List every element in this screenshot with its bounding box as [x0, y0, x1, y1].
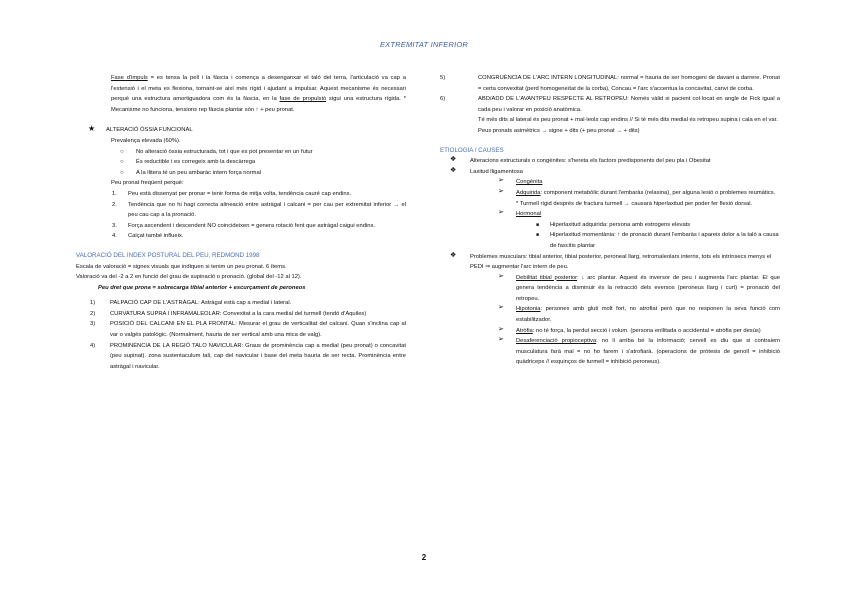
page-number: 2	[421, 553, 427, 562]
list-item: ❖ Alteracions estructurals o congènites: s'hereta els factors predisponents del peu pla i Obesitat	[450, 156, 711, 165]
arrow-bullet-icon: ➢	[498, 272, 504, 280]
circle-bullet-icon: ○	[120, 169, 124, 176]
list-item: 1. Peu està dissenyat per pronar = tenir forma de mitja volta, tendència cauré cap endins.	[112, 190, 352, 197]
list-item: ➢ Atròfia: no té força, la perdut secció i volum. (persona enllitada o accidental = atròfia per desús)	[498, 325, 761, 334]
turmell-note: * Turmell rígid després de fractura turmell → causarà hiperlaxitud per poder fer flexió dorsal.	[516, 200, 753, 207]
list-item: ❖ Problemes musculars: tibial anterior, tibial posterior, peroneal llarg, retromaleolars interns, tots els intrínsecs menys el PEDI ⇒ augmentar l'arc intern de peu.	[450, 251, 772, 271]
peu-dret-text: Peu dret que prona = sobrecarga tibial anterior + escurçament de peroneos	[98, 284, 306, 291]
valoracio-heading: VALORACIÓ DEL INDEX POSTURAL DEL PEU, REDMOND 1998	[76, 251, 260, 259]
etiologia-heading: ETIOLOGIA / CAUSES	[440, 146, 504, 154]
list-item: ○ No alteració òssia estructurada, tot i que es pot presentar en un futur	[76, 147, 406, 158]
circle-bullet-icon: ○	[120, 159, 124, 166]
list-item: 5) CONGRUÈNCIA DE L'ARC INTERN LONGITUDINAL: normal = hauria de ser homogeni de davant a darrere. Pronat = certa convexitat (perd homogeneïtat de la corba), Concau = l'arc s'accentua la concavitat, canvi de corba.	[440, 75, 780, 92]
te-mes-text: Té més dits al lateral és peu pronat + mal·leols cap endins // Si té més dits medial és retropeu supina i cala en el var.	[478, 117, 778, 124]
arrow-bullet-icon: ➢	[498, 325, 504, 333]
fase-propulsio-term: fase de propulsió	[279, 96, 327, 103]
list-item: 2. Tendència que no hi hagi correcta alineació entre astràgal i calcani = per cau per extremitat inferior → el peu cau cap a la pronació.	[112, 201, 406, 219]
list-item: ■ Hiperlaxitud adquirida: persona amb estrogens elevats	[440, 220, 780, 231]
list-item: ■ Hiperlaxitud momentània: ↑ de pronació durant l'embaràs i apareix dolor a la taló a causa de fascitis plantar	[536, 232, 779, 249]
list-item: 3. Força ascendent i descendent NO coincideixen = genera rotació fent que astràgal caigui endins.	[112, 222, 376, 229]
fase-impuls-term: Fase d'impuls	[111, 75, 148, 81]
fase-impuls-text2: sigui una estructura rígida. * Mecanisme no funciona, tensions rep fàscia plantar són ↑ + peu pronat.	[111, 96, 406, 113]
list-item: ❖ Laxitud lligamentosa	[450, 166, 523, 175]
list-item: 3) POSICIÓ DEL CALCANI EN EL PLA FRONTAL: Mesurar el grau de verticalitat del calcani. Quan s'inclina cap al var o valgès patològic. (Normalment, hauria de ser vertical amb una mica de valg).	[90, 321, 406, 339]
list-item: 6) ABD/ADD DE L'AVANTPEU RESPECTE AL RETROPEU: Només vàlid si pacient col·locat en angle de Fick igual a cada peu i valorar en posició anatòmica.	[440, 96, 780, 113]
fase-impuls-text: = es tensa la pell i la fàscia i comença a desenganxar el taló del terra, l'articulació va cap a l'extensió i el meta es flexiona, tornant-se així més rígid i ajudant a impulsar. Aquest mecanisme és necessari perquè una estructura amortiguadora com és la fàscia, en la	[111, 75, 406, 103]
arrow-bullet-icon: ➢	[498, 304, 504, 312]
peu-pronat-text: Peu pronat freqüent perquè:	[111, 180, 184, 187]
peus-pronats-text: Peus pronats asimètrics → signe + dits (+ peu pronat → + dits)	[478, 127, 640, 134]
list-item: ○ És reductible i es corregeix amb la descàrrega	[76, 157, 406, 168]
alteracio-heading: ★ ALTERACIÓ ÒSSIA FUNCIONAL	[88, 124, 193, 134]
arrow-bullet-icon: ➢	[498, 209, 504, 217]
circle-bullet-icon: ○	[120, 148, 124, 155]
list-item: ➢ Hormonal	[498, 209, 542, 218]
star-icon: ★	[88, 124, 96, 134]
right-column	[440, 73, 780, 368]
square-bullet-icon: ■	[536, 232, 540, 239]
list-item: 4) PROMINÈNCIA DE LA REGIÓ TALO NAVICULAR: Graus de prominència cap a medial (peu pronat) o concavitat (peu supinat). zona sustentaculum tali, cap del navicular i base del meta hauria de ser recta. Prominència entre astràgal i navicular.	[90, 342, 407, 370]
fase-impuls-paragraph	[76, 73, 406, 115]
diamond-bullet-icon: ❖	[450, 166, 457, 174]
list-item: ○ A la llitera té un peu ambaràc intern força normal	[76, 168, 406, 179]
list-item: ➢ Congènita	[498, 177, 543, 186]
page-header: EXTREMITAT INFERIOR	[379, 40, 469, 49]
escala-text: Escala de valoració = signes visuals que indiquen si tenim un peu pronat. 6 ítems.	[76, 263, 287, 270]
diamond-bullet-icon: ❖	[450, 156, 457, 164]
square-bullet-icon: ■	[536, 221, 540, 228]
list-item: ➢ Debilitat tibial posterior: ↓ arc plantar. Aquest és inversor de peu i augmenta l'arc plantar. El que genera tendència a disminuir és la retracció dels eversos (peroneus llarg i curt) = pronació del retropeu.	[498, 272, 781, 302]
valoracio-text: Valoració va del -2 a 2 en funció del grau de supinació o pronació. (global del -12 al 12).	[76, 274, 302, 281]
list-item: 1) PALPACIÓ CAP DE L'ASTRÀGAL: Astràgal està cap a medial i lateral.	[90, 300, 292, 307]
arrow-bullet-icon: ➢	[498, 177, 504, 185]
left-column	[76, 73, 406, 372]
list-item: ➢ Adquirida: component metabòlic durant l'embaràs (relaxina), per alguna lesió o problemes reumàtics.	[498, 187, 776, 196]
list-item: 2) CURVATURA SUPRA I INFRAMALEOLAR: Convexitat a la cara medial del turmell (tendó d'Aquiles)	[90, 310, 367, 317]
arrow-bullet-icon: ➢	[498, 187, 504, 195]
list-item: 4. Calçat també influeix.	[112, 233, 184, 240]
diamond-bullet-icon: ❖	[450, 251, 457, 259]
list-item: ➢ Hipotonia: persones amb gluti molt fort, no atrofiat però que no responen la seva funció com estabilitzador.	[498, 304, 780, 324]
prevalenca-text: Prevalença elevada (60%).	[111, 137, 181, 144]
list-item: ➢ Desaferenciació propioceptiva: no li arriba bé la informació; cervell es diu que si contraiem musculatura farà mal = no ho farem i s'atrofiarà. (operacions de pròtesis de genoll = inhibició quàdriceps // esquinços de turmell = inhibició peroneus).	[498, 336, 780, 366]
arrow-bullet-icon: ➢	[498, 336, 504, 344]
